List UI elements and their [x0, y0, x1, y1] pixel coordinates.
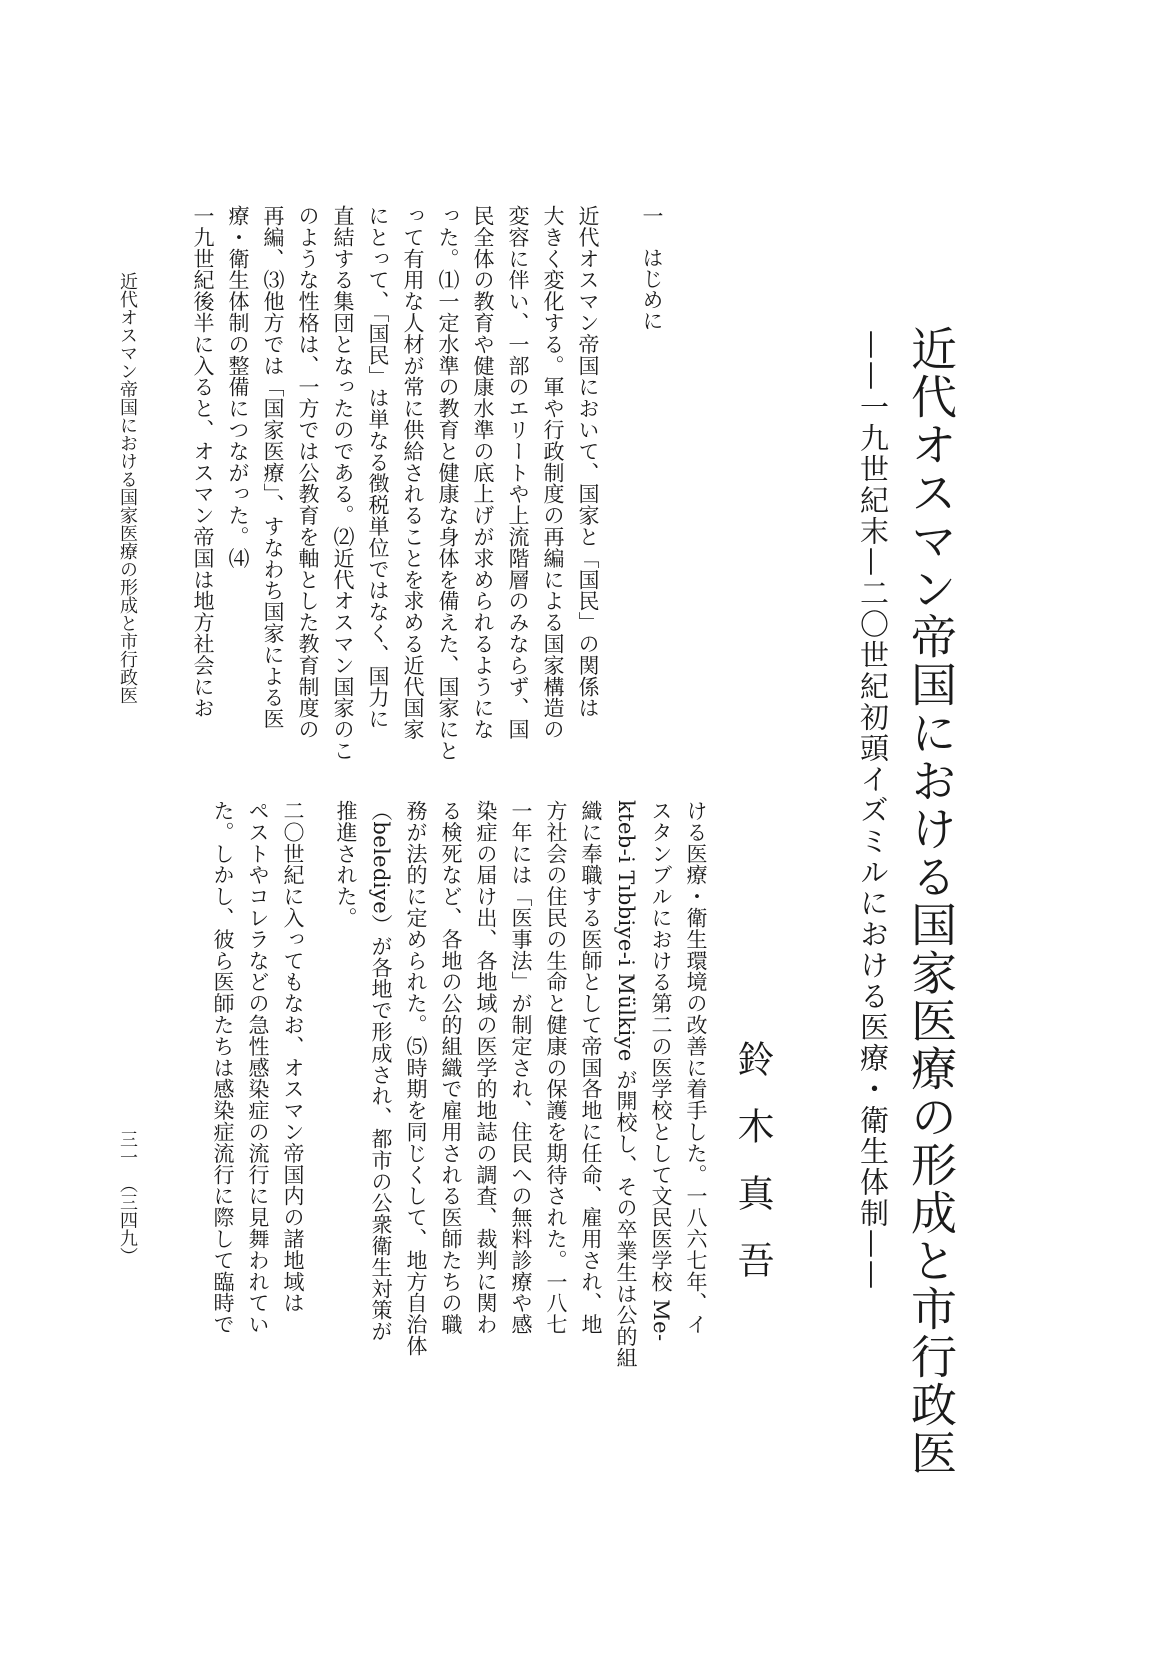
article-title: 近代オスマン帝国における国家医療の形成と市行政医 [904, 325, 958, 1477]
body-line: って有用な人材が常に供給されることを求める近代国家 [401, 205, 425, 740]
body-line: 再編、⑶他方では「国家医療」、すなわち国家による医 [261, 205, 285, 730]
body-line: 直結する集団となったのである。⑵近代オスマン国家のこ [331, 205, 355, 762]
body-line: 一九世紀後半に入ると、オスマン帝国は地方社会にお [191, 205, 215, 719]
body-line: のような性格は、一方では公教育を軸とした教育制度の [296, 205, 320, 740]
body-line: 務が法的に定められた。⑸時期を同じくして、地方自治体 [404, 800, 428, 1357]
body-line: 推進された。 [334, 800, 358, 929]
body-line: 方社会の住民の生命と健康の保護を期待された。一八七 [544, 800, 568, 1335]
body-line: にとって、「国民」は単なる徴税単位ではなく、国力に [366, 205, 390, 730]
body-line: 変容に伴い、一部のエリートや上流階層のみならず、国 [506, 205, 530, 740]
body-line: 近代オスマン帝国において、国家と「国民」の関係は [576, 205, 600, 719]
page-number: 三一 （三四九） [117, 1130, 138, 1265]
body-line: 染症の届け出、各地域の医学的地誌の調査、裁判に関わ [474, 800, 498, 1335]
body-line: 二〇世紀に入ってもなお、オスマン帝国内の諸地域は [281, 800, 305, 1314]
section-heading: 一 はじめに [640, 205, 664, 331]
body-line: った。⑴一定水準の教育と健康な身体を備えた、国家にと [436, 205, 460, 762]
body-line: スタンブルにおける第二の医学校として文民医学校 Me- [649, 800, 673, 1342]
author-name: 鈴木真吾 [731, 1040, 774, 1308]
body-line: 民全体の教育や健康水準の底上げが求められるようにな [471, 205, 495, 740]
body-line: た。しかし、彼ら医師たちは感染症流行に際して臨時で [211, 800, 235, 1335]
running-header: 近代オスマン帝国における国家医療の形成と市行政医 [117, 272, 138, 704]
body-line: （belediye）が各地で形成され、都市の公衆衛生対策が [369, 800, 393, 1343]
body-line: 大きく変化する。軍や行政制度の再編による国家構造の [541, 205, 565, 740]
body-line: 療・衛生体制の整備につながった。⑷ [226, 205, 250, 569]
body-line: ける医療・衛生環境の改善に着手した。一八六七年、イ [684, 800, 708, 1335]
body-line: kteb-i Tıbbiye-i Mülkiye が開校し、その卒業生は公的組 [614, 800, 638, 1369]
body-line: 一年には「医事法」が制定され、住民への無料診療や感 [509, 800, 533, 1335]
article-subtitle: ——一九世紀末—二〇世紀初頭イズミルにおける医療・衛生体制—— [856, 330, 890, 1291]
body-line: 織に奉職する医師として帝国各地に任命、雇用され、地 [579, 800, 603, 1335]
body-line: ペストやコレラなどの急性感染症の流行に見舞われてい [246, 800, 270, 1335]
body-line: る検死など、各地の公的組織で雇用される医師たちの職 [439, 800, 463, 1335]
